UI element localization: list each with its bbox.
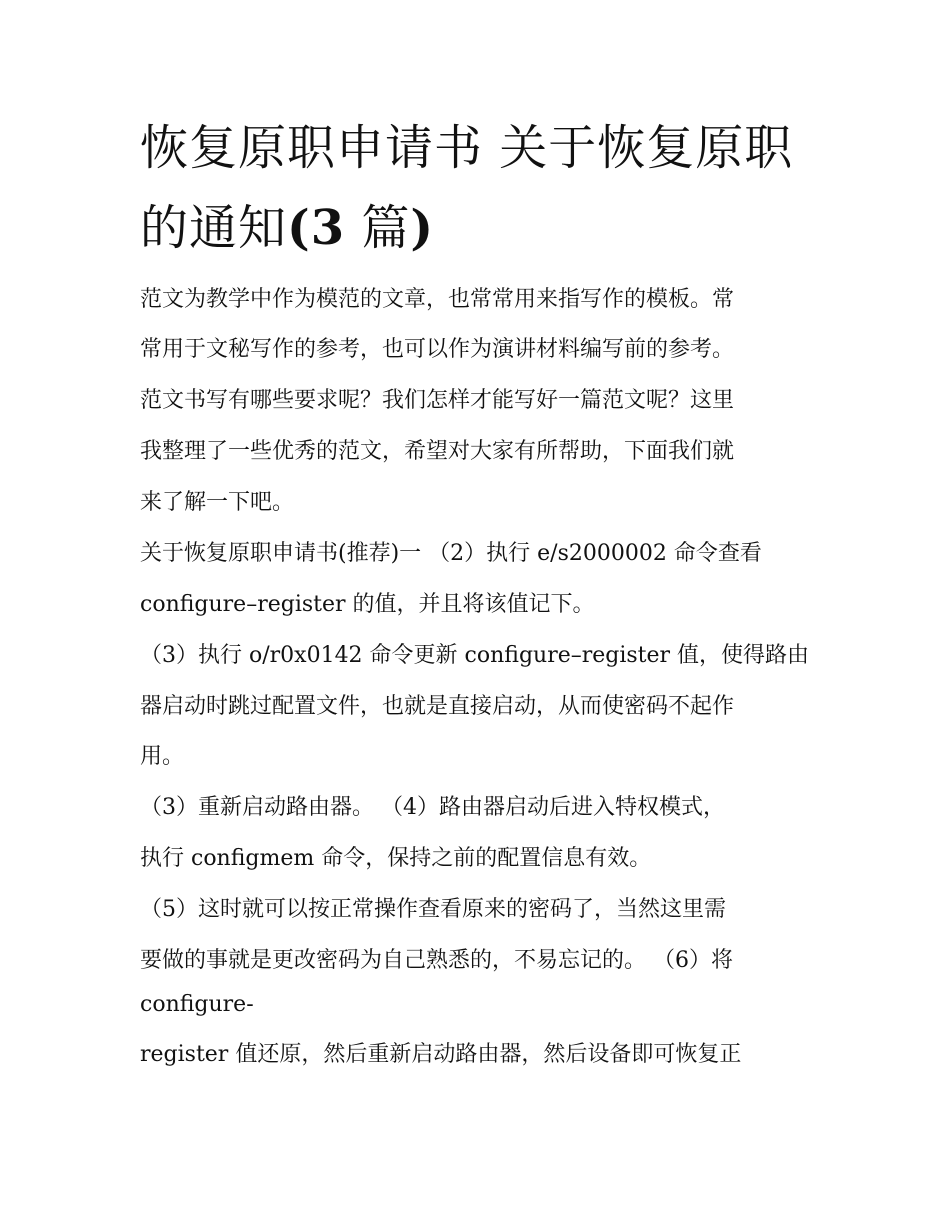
body-line: （5）这时就可以按正常操作查看原来的密码了，当然这里需 (140, 897, 726, 922)
body-line: 关于恢复原职申请书(推荐)一 （2）执行 e/s2000002 命令查看 (140, 541, 762, 566)
title-bold-segment: ) (410, 200, 435, 256)
body-line: 我整理了一些优秀的范文，希望对大家有所帮助，下面我们就 (140, 439, 735, 464)
document-title-line-1: 恢复原职申请书 关于恢复原职 (140, 120, 794, 176)
body-line: （3）执行 o/r0x0142 命令更新 configure–register 值，使得路由 (140, 643, 810, 668)
body-line: 来了解一下吧。 (140, 490, 295, 515)
document-title-line-2: 的通知(3 篇) (140, 200, 435, 256)
body-line: 要做的事就是更改密码为自己熟悉的，不易忘记的。 （6）将 (140, 948, 733, 973)
body-line: register 值还原，然后重新启动路由器，然后设备即可恢复正 (140, 1042, 742, 1067)
body-line: 器启动时跳过配置文件，也就是直接启动，从而使密码不起作 (140, 694, 735, 719)
body-line: 范文为教学中作为模范的文章，也常常用来指写作的模板。常 (140, 287, 735, 312)
body-line: 范文书写有哪些要求呢？我们怎样才能写好一篇范文呢？这里 (140, 388, 735, 413)
body-line: 用。 (140, 744, 185, 769)
title-bold-segment: (3 (287, 200, 346, 256)
body-line: configure- (140, 992, 254, 1017)
body-line: （3）重新启动路由器。 （4）路由器启动后进入特权模式， (140, 795, 725, 820)
body-line: 常用于文秘写作的参考，也可以作为演讲材料编写前的参考。 (140, 337, 735, 362)
body-line: 执行 configmem 命令，保持之前的配置信息有效。 (140, 846, 652, 871)
body-line: configure–register 的值，并且将该值记下。 (140, 592, 595, 617)
